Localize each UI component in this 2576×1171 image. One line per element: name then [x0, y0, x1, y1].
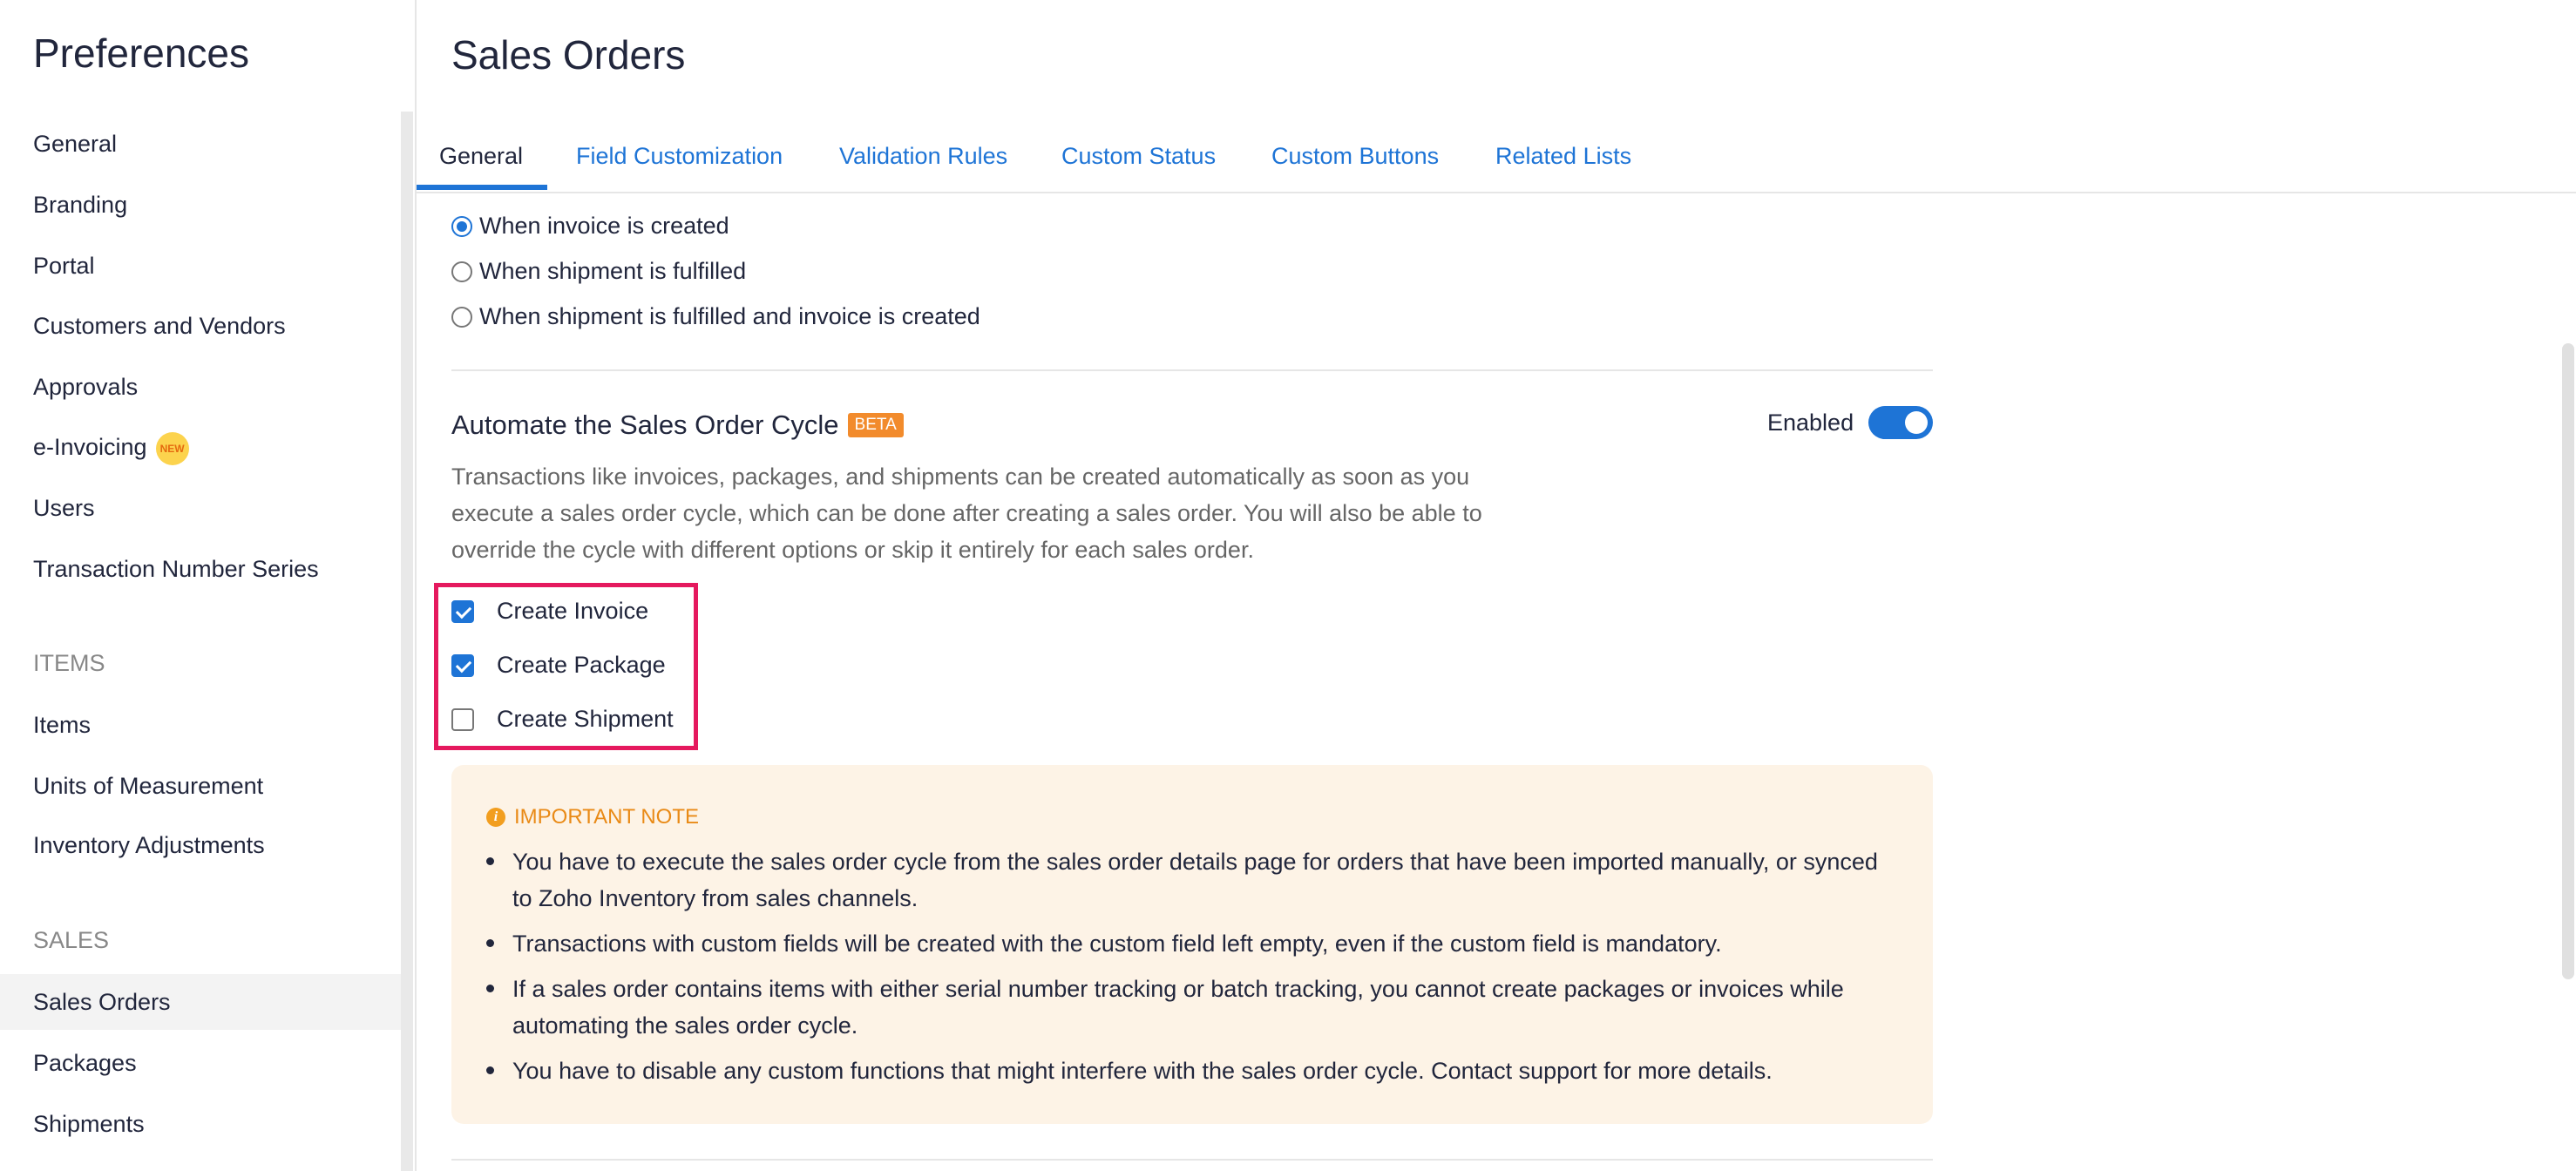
- note-title: IMPORTANT NOTE: [514, 805, 700, 829]
- checkbox-label: Create Shipment: [497, 706, 674, 732]
- sidebar-item-label: Shipments: [33, 1111, 145, 1137]
- radio-button[interactable]: [451, 216, 472, 237]
- sidebar-item-label: Users: [33, 495, 95, 521]
- section-divider: [451, 369, 1933, 371]
- sidebar-item-approvals[interactable]: [0, 359, 401, 415]
- create-package-option[interactable]: [451, 652, 666, 679]
- radio-option-shipment-fulfilled[interactable]: [451, 258, 746, 285]
- tab-bar: [417, 131, 2576, 193]
- radio-label: When invoice is created: [479, 213, 729, 239]
- sidebar: [0, 0, 417, 1171]
- sidebar-item-label: Approvals: [33, 374, 139, 400]
- sidebar-item-e-invoicing[interactable]: [0, 419, 401, 475]
- new-badge-icon: NEW: [156, 432, 189, 465]
- page-title: Sales Orders: [451, 32, 686, 78]
- create-shipment-option[interactable]: [451, 706, 674, 733]
- toggle-label: Enabled: [1767, 410, 1854, 436]
- sidebar-scrollbar[interactable]: [401, 112, 413, 1171]
- create-shipment-checkbox[interactable]: [451, 708, 474, 731]
- sidebar-item-transaction-number-series[interactable]: [0, 541, 401, 597]
- sidebar-item-units-of-measurement[interactable]: [0, 758, 401, 814]
- sidebar-item-inventory-adjustments[interactable]: [0, 817, 401, 873]
- automate-heading: [451, 410, 904, 441]
- info-icon: i: [486, 808, 505, 827]
- note-heading: [486, 805, 699, 829]
- sidebar-item-users[interactable]: [0, 480, 401, 536]
- radio-option-invoice-created[interactable]: [451, 213, 729, 240]
- tab-general[interactable]: General: [439, 143, 524, 169]
- create-invoice-option[interactable]: [451, 598, 648, 625]
- tab-custom-buttons[interactable]: Custom Buttons: [1271, 143, 1440, 169]
- sidebar-item-label: Portal: [33, 253, 95, 279]
- important-note-box: [451, 765, 1933, 1124]
- sidebar-item-items[interactable]: [0, 697, 401, 753]
- tab-related-lists[interactable]: Related Lists: [1495, 143, 1632, 169]
- tab-validation-rules[interactable]: Validation Rules: [839, 143, 1008, 169]
- create-package-checkbox[interactable]: [451, 654, 474, 677]
- automate-title: Automate the Sales Order Cycle: [451, 410, 839, 440]
- note-item: You have to disable any custom functions that might interfere with the sales order cycle. Contact support for more details.: [512, 1053, 1881, 1089]
- note-list: [512, 843, 1881, 1098]
- sidebar-item-shipments[interactable]: [0, 1096, 401, 1152]
- sidebar-item-sales-orders[interactable]: [0, 974, 401, 1030]
- sidebar-item-packages[interactable]: [0, 1035, 401, 1091]
- radio-label: When shipment is fulfilled: [479, 258, 747, 284]
- sidebar-item-branding[interactable]: [0, 177, 401, 233]
- automate-description: Transactions like invoices, packages, and shipments can be created automatically as soon as you execute a sales order cycle, which can be done after creating a sales order. You will also be able to override the cycle with different options or skip it entirely for each sales order.: [451, 464, 1482, 563]
- create-invoice-checkbox[interactable]: [451, 600, 474, 623]
- radio-option-shipment-and-invoice[interactable]: [451, 303, 980, 330]
- note-item: You have to execute the sales order cycle from the sales order details page for orders that have been imported manually, or synced to Zoho Inventory from sales channels.: [512, 843, 1881, 917]
- note-item: Transactions with custom fields will be created with the custom field left empty, even if the custom field is mandatory.: [512, 925, 1881, 962]
- section-divider: [451, 1159, 1933, 1161]
- checkbox-label: Create Invoice: [497, 598, 649, 624]
- note-item: If a sales order contains items with either serial number tracking or batch tracking, you cannot create packages or invoices while automating the sales order cycle.: [512, 971, 1881, 1044]
- main-scrollbar[interactable]: [2562, 343, 2574, 979]
- sidebar-section-sales: SALES: [33, 927, 110, 953]
- sidebar-item-label: Items: [33, 712, 92, 738]
- sidebar-item-label: Units of Measurement: [33, 773, 264, 799]
- sidebar-item-customers-vendors[interactable]: [0, 298, 401, 354]
- sidebar-item-label: Inventory Adjustments: [33, 832, 265, 858]
- sidebar-item-general[interactable]: [0, 116, 401, 172]
- sidebar-section-items: ITEMS: [33, 650, 105, 676]
- sidebar-item-label: Branding: [33, 192, 128, 218]
- sidebar-item-label: Transaction Number Series: [33, 556, 319, 582]
- radio-button[interactable]: [451, 261, 472, 282]
- beta-badge: BETA: [848, 413, 904, 437]
- sidebar-item-portal[interactable]: [0, 238, 401, 294]
- active-tab-indicator: [417, 185, 547, 190]
- automate-toggle[interactable]: [1868, 406, 1933, 439]
- tab-custom-status[interactable]: Custom Status: [1061, 143, 1217, 169]
- sidebar-title: Preferences: [33, 30, 250, 76]
- tab-field-customization[interactable]: Field Customization: [576, 143, 783, 169]
- sidebar-item-label: General: [33, 131, 118, 157]
- checkbox-label: Create Package: [497, 652, 666, 678]
- sidebar-item-label: Customers and Vendors: [33, 313, 286, 339]
- sidebar-item-label: e-Invoicing: [33, 434, 147, 460]
- sidebar-item-label: Packages: [33, 1050, 137, 1076]
- radio-button[interactable]: [451, 307, 472, 328]
- sidebar-item-label: Sales Orders: [33, 989, 171, 1015]
- radio-label: When shipment is fulfilled and invoice is created: [479, 303, 980, 329]
